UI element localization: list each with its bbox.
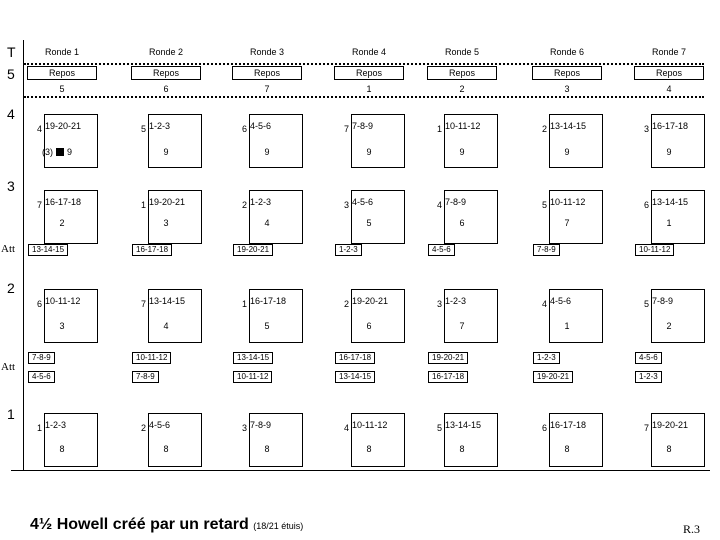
- row4-below-number: 9: [264, 147, 270, 157]
- row3-below-number: 1: [666, 218, 672, 228]
- att2-top-label-box: 13-14-15: [233, 352, 273, 364]
- dotted-separator-top: [24, 63, 704, 65]
- row2-below-number: 1: [564, 321, 570, 331]
- row2-table-number: 2: [343, 299, 349, 309]
- att2-top-label-box: 19-20-21: [428, 352, 468, 364]
- row1-table-number: 1: [36, 423, 42, 433]
- row3-table-number: 5: [541, 200, 547, 210]
- row1-table-number: 5: [436, 423, 442, 433]
- note-prefix: (3): [42, 147, 53, 157]
- row3-table-number: 1: [140, 200, 146, 210]
- att1-label-box: 4-5-6: [428, 244, 455, 256]
- repos-box: Repos: [427, 66, 497, 80]
- row1-below-number: 8: [666, 444, 672, 454]
- row-label-t: T: [7, 44, 16, 60]
- att2-top-label-box: 10-11-12: [132, 352, 171, 364]
- repos-box: Repos: [27, 66, 97, 80]
- row1-table-number: 6: [541, 423, 547, 433]
- row5-number: 5: [59, 84, 65, 94]
- row4-table-number: 1: [436, 124, 442, 134]
- round-header: Ronde 7: [651, 47, 687, 57]
- round-header: Ronde 3: [249, 47, 285, 57]
- att1-label-box: 16-17-18: [132, 244, 172, 256]
- row4-below-number: 9: [163, 147, 169, 157]
- row1-table-label: 4-5-6: [149, 420, 171, 430]
- row1-below-number: 8: [564, 444, 570, 454]
- att2-bottom-label-box: 7-8-9: [132, 371, 159, 383]
- row2-table-number: 7: [140, 299, 146, 309]
- row3-table-label: 19-20-21: [149, 197, 186, 207]
- row3-below-number: 7: [564, 218, 570, 228]
- row5-number: 2: [459, 84, 465, 94]
- repos-box: Repos: [334, 66, 404, 80]
- row3-below-number: 5: [366, 218, 372, 228]
- row4-table-label: 7-8-9: [352, 121, 374, 131]
- row5-number: 1: [366, 84, 372, 94]
- row1-table-number: 7: [643, 423, 649, 433]
- att1-label-box: 10-11-12: [635, 244, 674, 256]
- dotted-separator-bottom: [24, 96, 704, 98]
- row4-table-number: 6: [241, 124, 247, 134]
- row5-number: 4: [666, 84, 672, 94]
- row2-table-number: 6: [36, 299, 42, 309]
- att2-bottom-label-box: 1-2-3: [635, 371, 662, 383]
- row4-table-label: 16-17-18: [652, 121, 689, 131]
- row1-table-label: 19-20-21: [652, 420, 689, 430]
- row3-table-label: 13-14-15: [652, 197, 689, 207]
- page-title: [30, 516, 303, 534]
- row4-table-number: 4: [36, 124, 42, 134]
- black-square-icon: [56, 148, 64, 156]
- row3-table-label: 16-17-18: [45, 197, 82, 207]
- round-header: Ronde 2: [148, 47, 184, 57]
- row2-below-number: 5: [264, 321, 270, 331]
- row5-number: 3: [564, 84, 570, 94]
- row1-table-label: 1-2-3: [45, 420, 67, 430]
- att2-top-label-box: 4-5-6: [635, 352, 662, 364]
- row5-number: 6: [163, 84, 169, 94]
- att1-label-box: 13-14-15: [28, 244, 68, 256]
- row-label-1: 1: [7, 406, 15, 422]
- att2-bottom-label-box: 19-20-21: [533, 371, 573, 383]
- row2-table-label: 10-11-12: [45, 296, 81, 306]
- repos-box: Repos: [232, 66, 302, 80]
- row2-table-label: 1-2-3: [445, 296, 467, 306]
- att2-top-label-box: 16-17-18: [335, 352, 375, 364]
- repos-box: Repos: [532, 66, 602, 80]
- row1-below-number: 8: [366, 444, 372, 454]
- row4-table-number: 2: [541, 124, 547, 134]
- row-label-5: 5: [7, 66, 15, 82]
- vertical-rule: [23, 40, 24, 470]
- row4-table-number: 5: [140, 124, 146, 134]
- row2-table-number: 3: [436, 299, 442, 309]
- row4-below-number: 9: [564, 147, 570, 157]
- row3-table-number: 4: [436, 200, 442, 210]
- row1-below-number: 8: [264, 444, 270, 454]
- att2-bottom-label-box: 16-17-18: [428, 371, 468, 383]
- row1-table-number: 2: [140, 423, 146, 433]
- row1-below-number: 8: [459, 444, 465, 454]
- row2-below-number: 3: [59, 321, 65, 331]
- att2-top-label-box: 1-2-3: [533, 352, 560, 364]
- att2-bottom-label-box: 13-14-15: [335, 371, 375, 383]
- row2-below-number: 2: [666, 321, 672, 331]
- round-header: Ronde 6: [549, 47, 585, 57]
- row5-number: 7: [264, 84, 270, 94]
- row2-table-label: 16-17-18: [250, 296, 287, 306]
- row4-table-label: 13-14-15: [550, 121, 587, 131]
- round-header: Ronde 4: [351, 47, 387, 57]
- title-text: 4½ Howell créé par un retard: [30, 516, 249, 533]
- row1-below-number: 8: [59, 444, 65, 454]
- row1-table-label: 7-8-9: [250, 420, 272, 430]
- row3-table-label: 10-11-12: [550, 197, 586, 207]
- row4-table-label: 4-5-6: [250, 121, 272, 131]
- row1-table-number: 4: [343, 423, 349, 433]
- row1-table-label: 10-11-12: [352, 420, 388, 430]
- round-header: Ronde 5: [444, 47, 480, 57]
- row4-special-note: [42, 147, 72, 157]
- page-reference: R.3: [683, 522, 701, 536]
- note-number: 9: [67, 147, 73, 157]
- row-label-3: 3: [7, 178, 15, 194]
- row2-table-label: 13-14-15: [149, 296, 186, 306]
- row4-table-number: 3: [643, 124, 649, 134]
- row4-table-number: 7: [343, 124, 349, 134]
- row2-below-number: 4: [163, 321, 169, 331]
- att1-label-box: 7-8-9: [533, 244, 560, 256]
- row2-table-number: 5: [643, 299, 649, 309]
- row3-below-number: 3: [163, 218, 169, 228]
- row4-table-label: 10-11-12: [445, 121, 481, 131]
- row3-table-number: 6: [643, 200, 649, 210]
- row2-below-number: 6: [366, 321, 372, 331]
- row4-below-number: 9: [666, 147, 672, 157]
- row3-table-label: 1-2-3: [250, 197, 272, 207]
- row3-below-number: 2: [59, 218, 65, 228]
- att2-bottom-label-box: 10-11-12: [233, 371, 272, 383]
- row2-below-number: 7: [459, 321, 465, 331]
- row2-table-number: 1: [241, 299, 247, 309]
- att2-bottom-label-box: 4-5-6: [28, 371, 55, 383]
- row2-table-label: 7-8-9: [652, 296, 674, 306]
- row3-table-label: 4-5-6: [352, 197, 374, 207]
- bottom-rule: [11, 470, 710, 471]
- row3-table-number: 2: [241, 200, 247, 210]
- row3-table-label: 7-8-9: [445, 197, 467, 207]
- row1-table-label: 13-14-15: [445, 420, 482, 430]
- row1-table-label: 16-17-18: [550, 420, 587, 430]
- row4-table-label: 19-20-21: [45, 121, 82, 131]
- row4-table-label: 1-2-3: [149, 121, 171, 131]
- title-subtitle: (18/21 étuis): [253, 521, 304, 531]
- row3-table-number: 3: [343, 200, 349, 210]
- row-label-2: 2: [7, 280, 15, 296]
- row1-table-number: 3: [241, 423, 247, 433]
- row-label-4: 4: [7, 106, 15, 122]
- row2-table-label: 4-5-6: [550, 296, 572, 306]
- att1-label-box: 19-20-21: [233, 244, 273, 256]
- repos-box: Repos: [131, 66, 201, 80]
- row3-table-number: 7: [36, 200, 42, 210]
- att2-top-label-box: 7-8-9: [28, 352, 55, 364]
- row4-below-number: 9: [459, 147, 465, 157]
- row1-below-number: 8: [163, 444, 169, 454]
- att1-label-box: 1-2-3: [335, 244, 362, 256]
- row3-below-number: 6: [459, 218, 465, 228]
- row-label-att-1: Att: [1, 243, 16, 255]
- row2-table-number: 4: [541, 299, 547, 309]
- repos-box: Repos: [634, 66, 704, 80]
- row4-below-number: 9: [366, 147, 372, 157]
- round-header: Ronde 1: [44, 47, 80, 57]
- row3-below-number: 4: [264, 218, 270, 228]
- row-label-att-2: Att: [1, 361, 16, 373]
- row2-table-label: 19-20-21: [352, 296, 389, 306]
